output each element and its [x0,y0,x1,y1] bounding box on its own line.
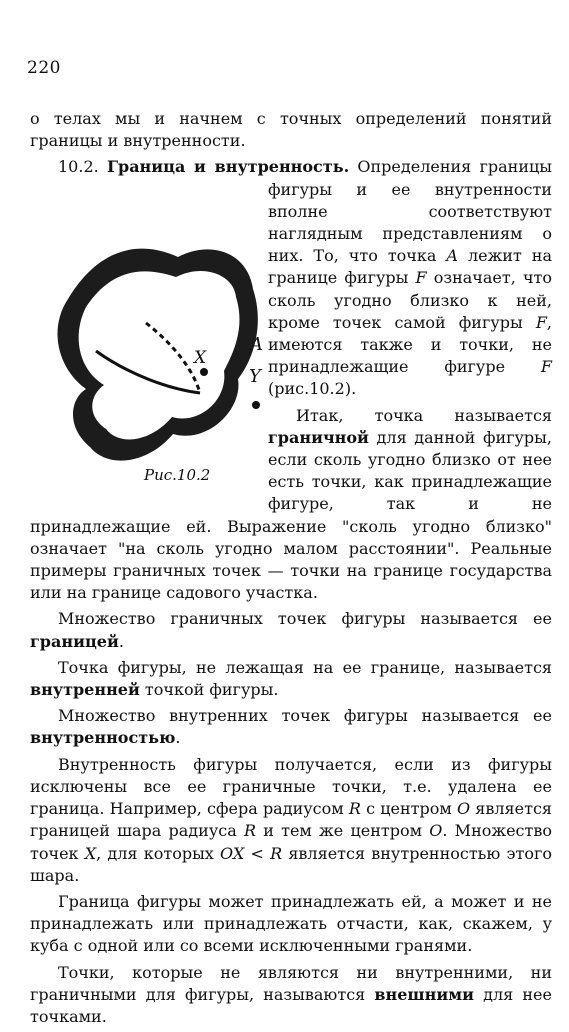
paragraph-intro: о телах мы и начнем с точных определений понятий границы и внутренности. [30,109,552,151]
figure-10-2 [28,179,264,503]
boundary-def-text: Множество граничных точек фигуры называется ее [58,609,552,629]
paragraph-boundary [30,608,552,652]
math-F: F [415,268,427,288]
interior-point-text-a: Точка фигуры, не лежащая на ее границе, называется [58,657,552,677]
sphere-text-d: и тем же центром [263,821,423,841]
point-Y-dot [252,401,260,409]
definition-text-c: означает, что сколь угодно близко к ней, кроме точек самой фигуры [268,268,553,332]
definition-text-e: (рис.10.2). [268,379,357,399]
boundary-def-end: . [118,631,124,651]
definition-text-b: лежит на границе фигуры [268,246,552,288]
term-interior-point: внутренней [30,680,140,700]
sphere-text-e: . Множество точек [30,821,553,863]
term-exterior: внешними [374,984,474,1004]
figure-drawing [28,179,264,503]
term-interior: внутренностью [30,728,176,748]
label-F: F [120,394,133,416]
sphere-text-f: , для которых [96,843,214,863]
label-Y: Y [249,365,261,387]
label-A: A [250,333,263,355]
boundary-text-b: для данной фигуры, если сколь угодно близко от нее есть точки, как принадлежащие фигуре, так и не принадлежащие ей. Выражение "сколь угодно близко" означает "на сколь угодно малом расстоянии". Реальные примеры граничных точек — точки на границе государства или на границе садового участка. [30,427,552,603]
math-O-2: O [429,821,443,841]
exterior-text-a: Точки, которые не являются ни внутренними, ни граничными для фигуры, называются [30,962,552,1004]
body-text [30,108,552,1032]
paragraph-cube-example: Граница фигуры может принадлежать ей, а может и не принадлежать или принадлежать отчасти, как, скажем, у куба с одной или со всеми исключенными гранями. [30,891,552,956]
interior-point-text-b: точкой фигуры. [144,680,279,700]
definition-text-d: , имеются также и точки, не принадлежащие фигуре [268,312,553,377]
definition-text-a: Определения границы фигуры и ее внутренности вполне соответствуют наглядным представлениям о них. То, что точка [268,157,553,266]
paragraph-interior-point [30,657,552,701]
term-boundary: границей [30,631,119,651]
exterior-text-b: для нее точками. [30,984,552,1026]
paragraph-exterior [30,962,552,1029]
section-heading: Граница и внутренность. [106,157,350,177]
interior-def-end: . [175,728,181,748]
sphere-text-b: с центром [366,799,452,819]
math-R: R [348,799,361,819]
term-boundary-point: граничной [268,427,369,447]
math-A: A [446,246,458,266]
math-F-3: F [540,357,552,377]
math-X: X [84,843,97,863]
figure-caption: Рис.10.2 [144,465,211,484]
point-X-dot [200,368,208,376]
math-O: O [456,799,471,819]
label-X: X [194,347,207,368]
sphere-text-g: является внутренностью этого шара. [30,843,552,885]
page-number: 220 [27,58,61,78]
sphere-text-a: Внутренность фигуры получается, если из фигуры исключены все ее граничные точки, т.е. удалена ее граница. Например, сфера радиусом [30,754,552,819]
paragraph-sphere-example [30,754,552,887]
sphere-text-c: является границей шара радиуса [30,799,552,841]
interior-def-text: Множество внутренних точек фигуры называется ее [58,706,552,726]
section-number: 10.2. [58,157,99,177]
math-R-2: R [243,821,256,841]
math-F-2: F [535,312,547,332]
boundary-text-a: Итак, точка называется [296,405,552,425]
math-inequality: OX < R [220,843,283,863]
paragraph-interior [30,705,552,749]
